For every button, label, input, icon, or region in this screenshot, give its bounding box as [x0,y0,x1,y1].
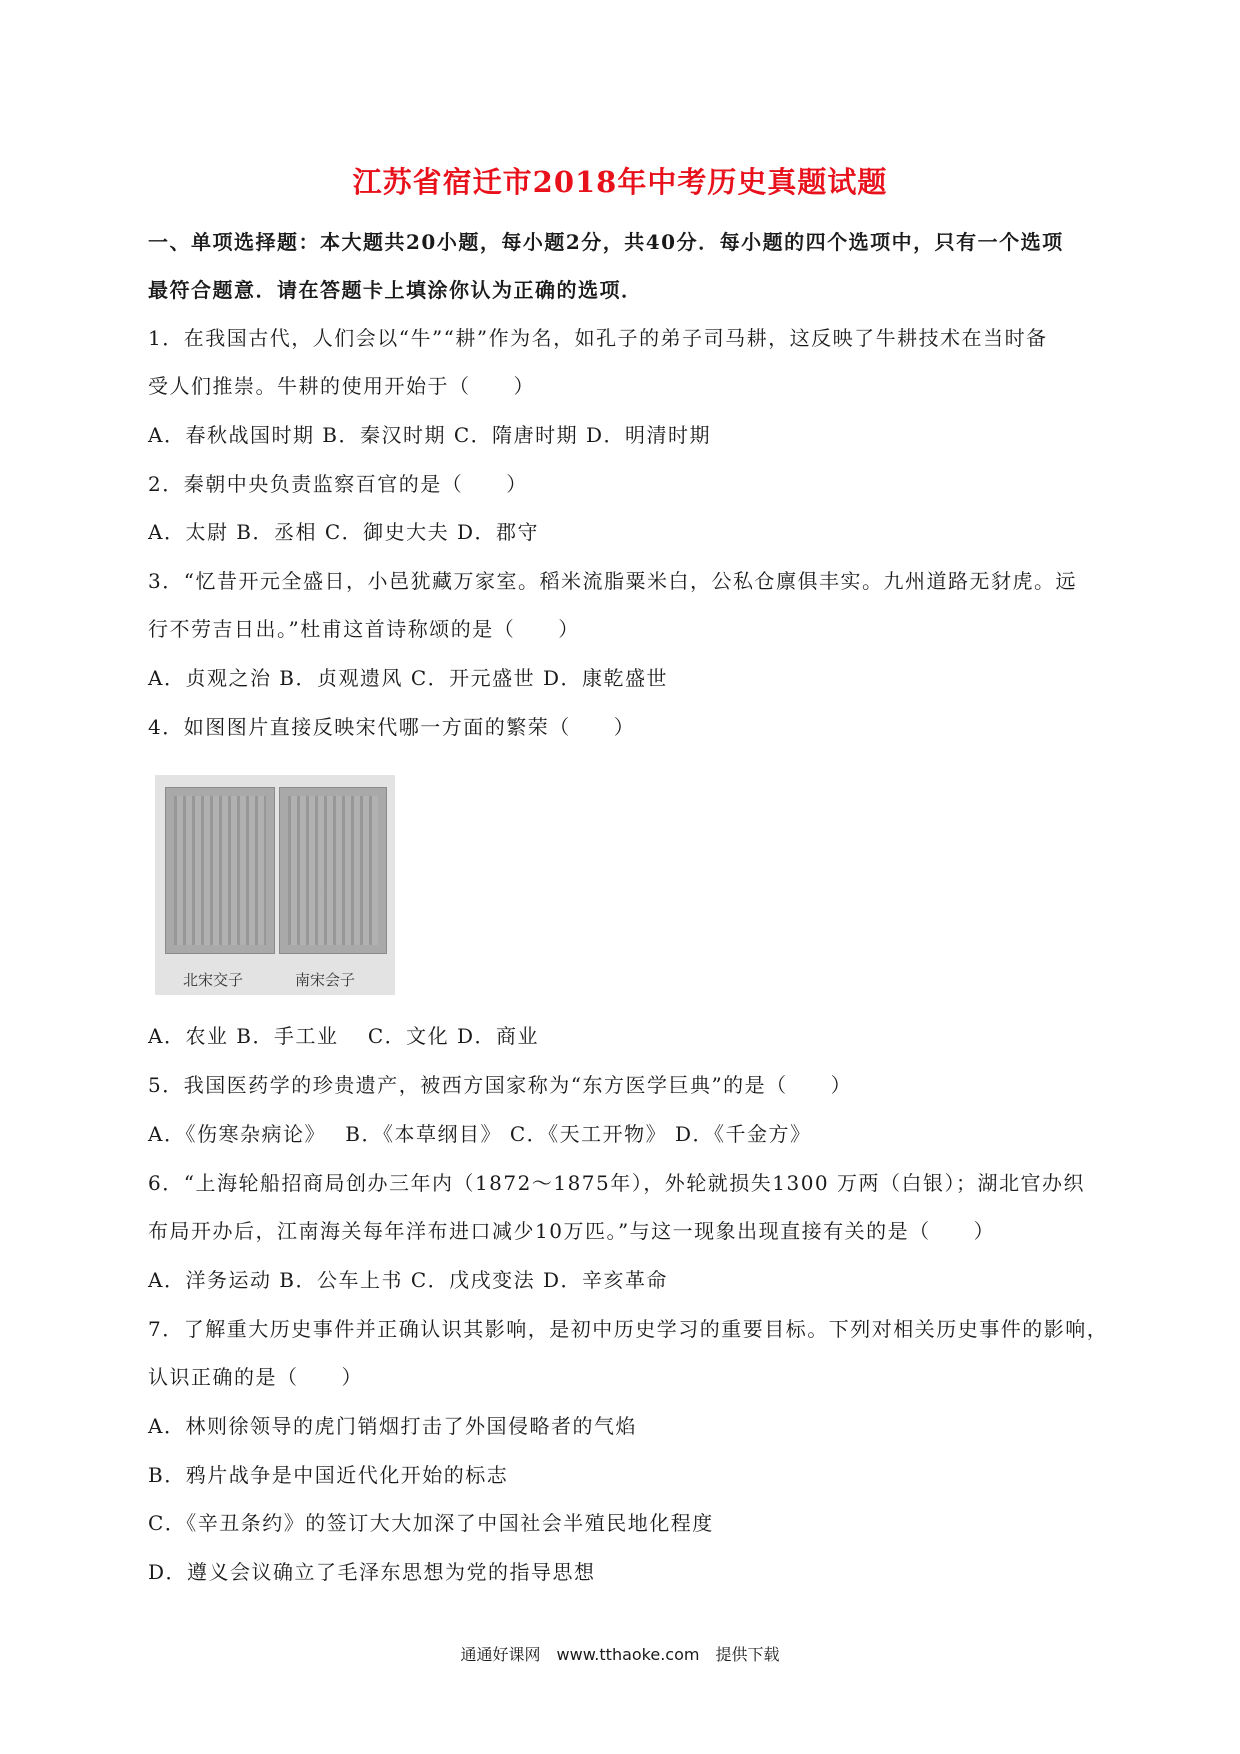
song-paper-money-image [155,775,395,995]
huizi-banknote-image [279,787,387,954]
section-header-line-1: 一、单项选择题：本大题共20小题，每小题2分，共40分．每小题的四个选项中，只有一个选项 [148,230,1064,254]
question-1-line-1: 1．在我国古代，人们会以“牛”“耕”作为名，如孔子的弟子司马耕，这反映了牛耕技术在当时备 [148,326,1048,350]
footer-source: 通通好课网 www.tthaoke.com 提供下载 [460,1645,780,1664]
figure-caption-left: 北宋交子 [183,971,244,989]
question-7-option-b: B．鸦片战争是中国近代化开始的标志 [148,1463,509,1487]
jiaozi-banknote-image [165,787,275,954]
question-2-options: A．太尉 B．丞相 C．御史大夫 D．郡守 [148,520,540,544]
page-title: 江苏省宿迁市2018年中考历史真题试题 [352,165,888,199]
question-7-option-a: A．林则徐领导的虎门销烟打击了外国侵略者的气焰 [148,1414,637,1438]
question-4-options: A．农业 B．手工业 C．文化 D．商业 [148,1024,540,1048]
question-7-option-d: D．遵义会议确立了毛泽东思想为党的指导思想 [148,1560,596,1584]
question-6-line-1: 6．“上海轮船招商局创办三年内（1872～1875年），外轮就损失1300 万两（白银）；湖北官办织 [148,1171,1086,1195]
question-7-line-2: 认识正确的是（ ） [148,1365,363,1389]
section-header-line-2: 最符合题意．请在答题卡上填涂你认为正确的选项． [148,278,643,302]
question-1-options: A．春秋战国时期 B．秦汉时期 C．隋唐时期 D．明清时期 [148,423,712,447]
question-5-stem: 5．我国医药学的珍贵遗产，被西方国家称为“东方医学巨典”的是（ ） [148,1073,853,1097]
question-6-options: A．洋务运动 B．公车上书 C．戊戌变法 D．辛亥革命 [148,1268,669,1292]
question-3-line-2: 行不劳吉日出。”杜甫这首诗称颂的是（ ） [148,617,580,641]
question-7-line-1: 7．了解重大历史事件并正确认识其影响，是初中历史学习的重要目标。下列对相关历史事件的影响， [148,1317,1109,1341]
question-3-options: A．贞观之治 B．贞观遗风 C．开元盛世 D．康乾盛世 [148,666,669,690]
question-2-stem: 2．秦朝中央负责监察百官的是（ ） [148,472,528,496]
figure-caption-right: 南宋会子 [295,971,356,989]
question-5-options: A．《伤寒杂病论》 B．《本草纲目》 C．《天工开物》 D．《千金方》 [148,1122,812,1146]
question-7-option-c: C．《辛丑条约》的签订大大加深了中国社会半殖民地化程度 [148,1511,714,1535]
question-1-line-2: 受人们推崇。牛耕的使用开始于（ ） [148,374,535,398]
question-3-line-1: 3．“忆昔开元全盛日，小邑犹藏万家室。稻米流脂粟米白，公私仓廪俱丰实。九州道路无豺虎。远 [148,569,1077,593]
question-4-stem: 4．如图图片直接反映宋代哪一方面的繁荣（ ） [148,715,636,739]
question-6-line-2: 布局开办后，江南海关每年洋布进口减少10万匹。”与这一现象出现直接有关的是（ ） [148,1219,996,1243]
